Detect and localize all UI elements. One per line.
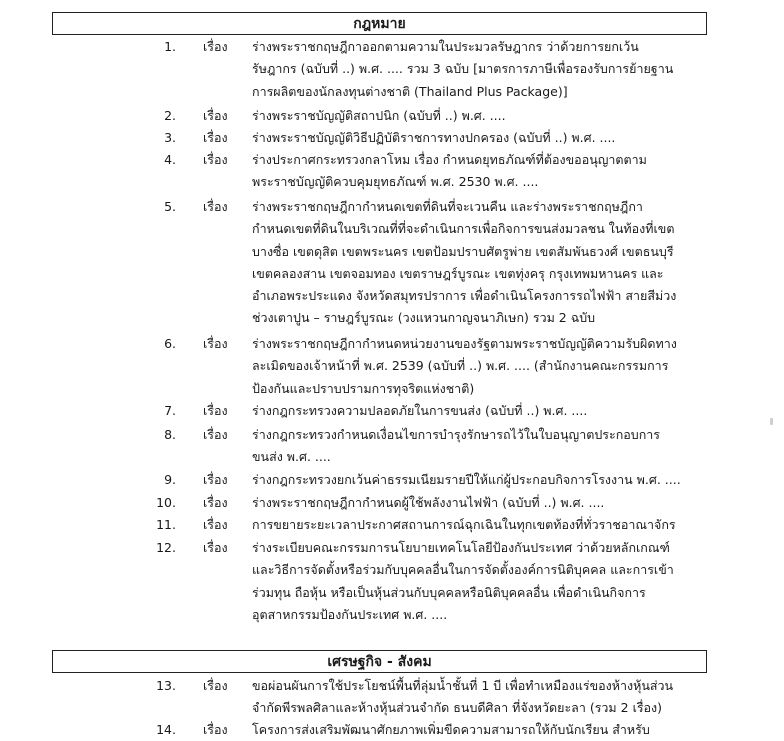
- item-line: ร่างพระราชกฤษฎีกาออกตามความในประมวลรัษฎากร ว่าด้วยการยกเว้น: [252, 39, 639, 54]
- item-line: การขยายระยะเวลาประกาศสถานการณ์ฉุกเฉินในทุกเขตท้องที่ทั่วราชอาณาจักร: [252, 517, 676, 532]
- item-keyword: เรื่อง: [203, 152, 228, 167]
- item-number: 10.: [156, 495, 176, 510]
- item-number: 4.: [164, 152, 176, 167]
- item-text: [252, 36, 708, 103]
- item-number: 1.: [164, 39, 176, 54]
- item-number: 9.: [164, 472, 176, 487]
- item-line: ร่างพระราชกฤษฎีกากำหนดเขตที่ดินที่จะเวนคืน และร่างพระราชกฤษฎีกา: [252, 199, 643, 214]
- item-keyword: เรื่อง: [203, 403, 228, 418]
- item-number: 7.: [164, 403, 176, 418]
- item-text: [252, 469, 708, 491]
- item-line: ร่างพระราชกฤษฎีกากำหนดหน่วยงานของรัฐตามพระราชบัญญัติความรับผิดทาง: [252, 336, 677, 351]
- item-text: [252, 492, 708, 514]
- item-keyword: เรื่อง: [203, 39, 228, 54]
- section-header-economy-society: [52, 650, 707, 673]
- item-keyword: เรื่อง: [203, 199, 228, 214]
- item-keyword: เรื่อง: [203, 495, 228, 510]
- item-keyword: เรื่อง: [203, 130, 228, 145]
- item-line: เขตคลองสาน เขตจอมทอง เขตราษฎร์บูรณะ เขตทุ่งครุ กรุงเทพมหานคร และ: [252, 265, 664, 281]
- item-number: 3.: [164, 130, 176, 145]
- item-line: ร่างประกาศกระทรวงกลาโหม เรื่อง กำหนดยุทธภัณฑ์ที่ต้องขออนุญาตตาม: [252, 152, 647, 167]
- margin-speck: [770, 418, 773, 425]
- item-line: โครงการส่งเสริมพัฒนาศักยภาพเพิ่มขีดความสามารถให้กับนักเรียน สำหรับ: [252, 722, 650, 737]
- item-line: อำเภอพระประแดง จังหวัดสมุทรปราการ เพื่อดำเนินโครงการรถไฟฟ้า สายสีม่วง: [252, 288, 677, 304]
- item-line: ร่างระเบียบคณะกรรมการนโยบายเทคโนโลยีป้องกันประเทศ ว่าด้วยหลักเกณฑ์: [252, 540, 670, 555]
- item-line: ช่วงเตาปูน – ราษฎร์บูรณะ (วงแหวนกาญจนาภิเษก) รวม 2 ฉบับ: [252, 310, 596, 326]
- item-keyword: เรื่อง: [203, 108, 228, 123]
- item-text: [252, 105, 708, 127]
- item-text: [252, 514, 708, 536]
- item-number: 2.: [164, 108, 176, 123]
- item-keyword: เรื่อง: [203, 540, 228, 555]
- item-number: 11.: [156, 517, 176, 532]
- item-number: 13.: [156, 678, 176, 693]
- item-text: [252, 400, 708, 422]
- item-text: [252, 127, 708, 149]
- item-number: 8.: [164, 427, 176, 442]
- item-line: ร่างกฎกระทรวงความปลอดภัยในการขนส่ง (ฉบับที่ ..) พ.ศ. ....: [252, 403, 588, 418]
- section-title: เศรษฐกิจ - สังคม: [327, 653, 432, 670]
- item-line: อุตสาหกรรมป้องกันประเทศ พ.ศ. ....: [252, 606, 448, 622]
- section-title: กฎหมาย: [353, 15, 406, 32]
- item-keyword: เรื่อง: [203, 427, 228, 442]
- item-line: ร่างพระราชบัญญัติวิธีปฏิบัติราชการทางปกครอง (ฉบับที่ ..) พ.ศ. ....: [252, 130, 616, 145]
- item-line: กำหนดเขตที่ดินในบริเวณที่ที่จะดำเนินการเพื่อกิจการขนส่งมวลชน ในท้องที่เขต: [252, 221, 675, 237]
- item-line: ร่วมทุน ถือหุ้น หรือเป็นหุ้นส่วนกับบุคคลหรือนิติบุคคลอื่น เพื่อดำเนินกิจการ: [252, 584, 646, 600]
- item-keyword: เรื่อง: [203, 678, 228, 693]
- item-line: ขนส่ง พ.ศ. ....: [252, 449, 331, 465]
- item-line: ร่างกฎกระทรวงกำหนดเงื่อนไขการบำรุงรักษารถไว้ในใบอนุญาตประกอบการ: [252, 427, 661, 442]
- item-keyword: เรื่อง: [203, 336, 228, 351]
- item-line: การผลิตของนักลงทุนต่างชาติ (Thailand Plus Package)]: [252, 83, 568, 99]
- item-line: ละเมิดของเจ้าหน้าที่ พ.ศ. 2539 (ฉบับที่ ..) พ.ศ. .... (สำนักงานคณะกรรมการ: [252, 358, 669, 374]
- item-line: ป้องกันและปราบปรามการทุจริตแห่งชาติ): [252, 380, 475, 396]
- item-line: จำกัดพีรพลศิลาและห้างหุ้นส่วนจำกัด ธนบดีศิลา ที่จังหวัดยะลา (รวม 2 เรื่อง): [252, 700, 663, 716]
- item-keyword: เรื่อง: [203, 517, 228, 532]
- item-line: พระราชบัญญัติควบคุมยุทธภัณฑ์ พ.ศ. 2530 พ.ศ. ....: [252, 174, 539, 190]
- item-number: 6.: [164, 336, 176, 351]
- item-line: ร่างกฎกระทรวงยกเว้นค่าธรรมเนียมรายปีให้แก่ผู้ประกอบกิจการโรงงาน พ.ศ. ....: [252, 472, 681, 487]
- item-number: 14.: [156, 722, 176, 737]
- item-keyword: เรื่อง: [203, 472, 228, 487]
- item-number: 5.: [164, 199, 176, 214]
- item-text: [252, 196, 708, 330]
- item-text: [252, 424, 708, 469]
- item-number: 12.: [156, 540, 176, 555]
- item-keyword: เรื่อง: [203, 722, 228, 737]
- item-line: รัษฎากร (ฉบับที่ ..) พ.ศ. .... รวม 3 ฉบับ [มาตรการภาษีเพื่อรองรับการย้ายฐาน: [252, 61, 674, 77]
- item-text: [252, 149, 708, 194]
- item-line: ร่างพระราชบัญญัติสถาปนิก (ฉบับที่ ..) พ.ศ. ....: [252, 108, 506, 123]
- item-line: ร่างพระราชกฤษฎีกากำหนดผู้ใช้พลังงานไฟฟ้า (ฉบับที่ ..) พ.ศ. ....: [252, 495, 605, 510]
- item-text: [252, 537, 708, 626]
- item-text: [252, 333, 708, 400]
- item-text: [252, 675, 708, 720]
- item-line: ขอผ่อนผันการใช้ประโยชน์พื้นที่ลุ่มน้ำชั้นที่ 1 บี เพื่อทำเหมืองแร่ของห้างหุ้นส่วน: [252, 678, 674, 693]
- section-header-law: [52, 12, 707, 35]
- item-line: บางซื่อ เขตดุสิต เขตพระนคร เขตป้อมปราบศัตรูพ่าย เขตสัมพันธวงศ์ เขตธนบุรี: [252, 243, 674, 259]
- item-text: [252, 719, 708, 741]
- item-line: และวิธีการจัดตั้งหรือร่วมกับบุคคลอื่นในการจัดตั้งองค์การนิติบุคคล และการเข้า: [252, 562, 674, 578]
